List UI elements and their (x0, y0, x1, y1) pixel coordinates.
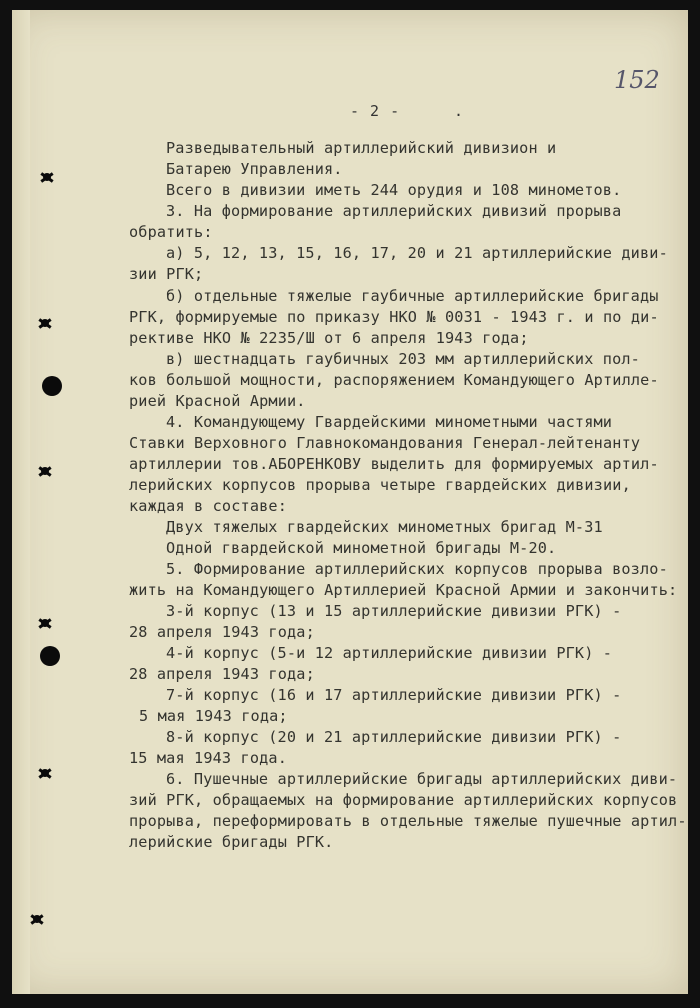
text-line: 15 мая 1943 года. (129, 749, 287, 767)
punch-hole (40, 646, 60, 666)
text-line: 3. На формирование артиллерийских дивизий прорыва (166, 202, 622, 220)
text-line: прорыва, переформировать в отдельные тяжелые пушечные артил- (129, 812, 687, 830)
page-number (350, 102, 465, 120)
text-line: РГК, формируемые по приказу НКО № 0031 - 1943 г. и по ди- (129, 308, 659, 326)
page-number-text: - 2 - (350, 102, 401, 120)
text-line: 3-й корпус (13 и 15 артиллерийские дивизии РГК) - (166, 602, 622, 620)
text-line: Разведывательный артиллерийский дивизион и (166, 139, 557, 157)
page-mark: . (454, 102, 465, 120)
text-line: Всего в дивизии иметь 244 орудия и 108 минометов. (166, 181, 622, 199)
text-line: в) шестнадцать гаубичных 203 мм артиллерийских пол- (166, 350, 640, 368)
text-line: жить на Командующего Артиллерией Красной Армии и закончить: (129, 581, 678, 599)
binding-pin-icon (40, 170, 54, 184)
text-line: б) отдельные тяжелые гаубичные артиллерийские бригады (166, 287, 659, 305)
text-line: 28 апреля 1943 года; (129, 623, 315, 641)
text-line: 4-й корпус (5-и 12 артиллерийские дивизии РГК) - (166, 644, 613, 662)
text-line: 7-й корпус (16 и 17 артиллерийские дивизии РГК) - (166, 686, 622, 704)
archive-page-number: 152 (614, 66, 660, 94)
text-line: 28 апреля 1943 года; (129, 665, 315, 683)
text-line: 4. Командующему Гвардейскими минометными частями (166, 413, 613, 431)
text-line: Батарею Управления. (166, 160, 343, 178)
binding-pin-icon (38, 766, 52, 780)
binding-pin-icon (38, 616, 52, 630)
text-line: 5. Формирование артиллерийских корпусов прорыва возло- (166, 560, 668, 578)
text-line: ков большой мощности, распоряжением Командующего Артилле- (129, 371, 659, 389)
text-line: рией Красной Армии. (129, 392, 306, 410)
text-line: обратить: (129, 223, 213, 241)
binding-pin-icon (30, 912, 44, 926)
text-line: Двух тяжелых гвардейских минометных бригад М-31 (166, 518, 603, 536)
text-line: Ставки Верховного Главнокомандования Генерал-лейтенанту (129, 434, 641, 452)
text-line: а) 5, 12, 13, 15, 16, 17, 20 и 21 артиллерийские диви- (166, 244, 668, 262)
text-line: артиллерии тов.АБОРЕНКОВУ выделить для формируемых артил- (129, 455, 659, 473)
text-line: лерийских корпусов прорыва четыре гвардейских дивизии, (129, 476, 631, 494)
binding-pin-icon (38, 464, 52, 478)
text-line: 6. Пушечные артиллерийские бригады артиллерийских диви- (166, 770, 678, 788)
text-line: зий РГК, обращаемых на формирование артиллерийских корпусов (129, 791, 678, 809)
text-line: лерийские бригады РГК. (129, 833, 334, 851)
text-line: 5 мая 1943 года; (139, 707, 288, 725)
punch-hole (42, 376, 62, 396)
text-line: зии РГК; (129, 265, 204, 283)
text-line: Одной гвардейской минометной бригады М-20. (166, 539, 557, 557)
binding-pin-icon (38, 316, 52, 330)
text-line: рективе НКО № 2235/Ш от 6 апреля 1943 года; (129, 329, 529, 347)
text-line: каждая в составе: (129, 497, 287, 515)
text-line: 8-й корпус (20 и 21 артиллерийские дивизии РГК) - (166, 728, 622, 746)
page-edge (12, 10, 30, 994)
